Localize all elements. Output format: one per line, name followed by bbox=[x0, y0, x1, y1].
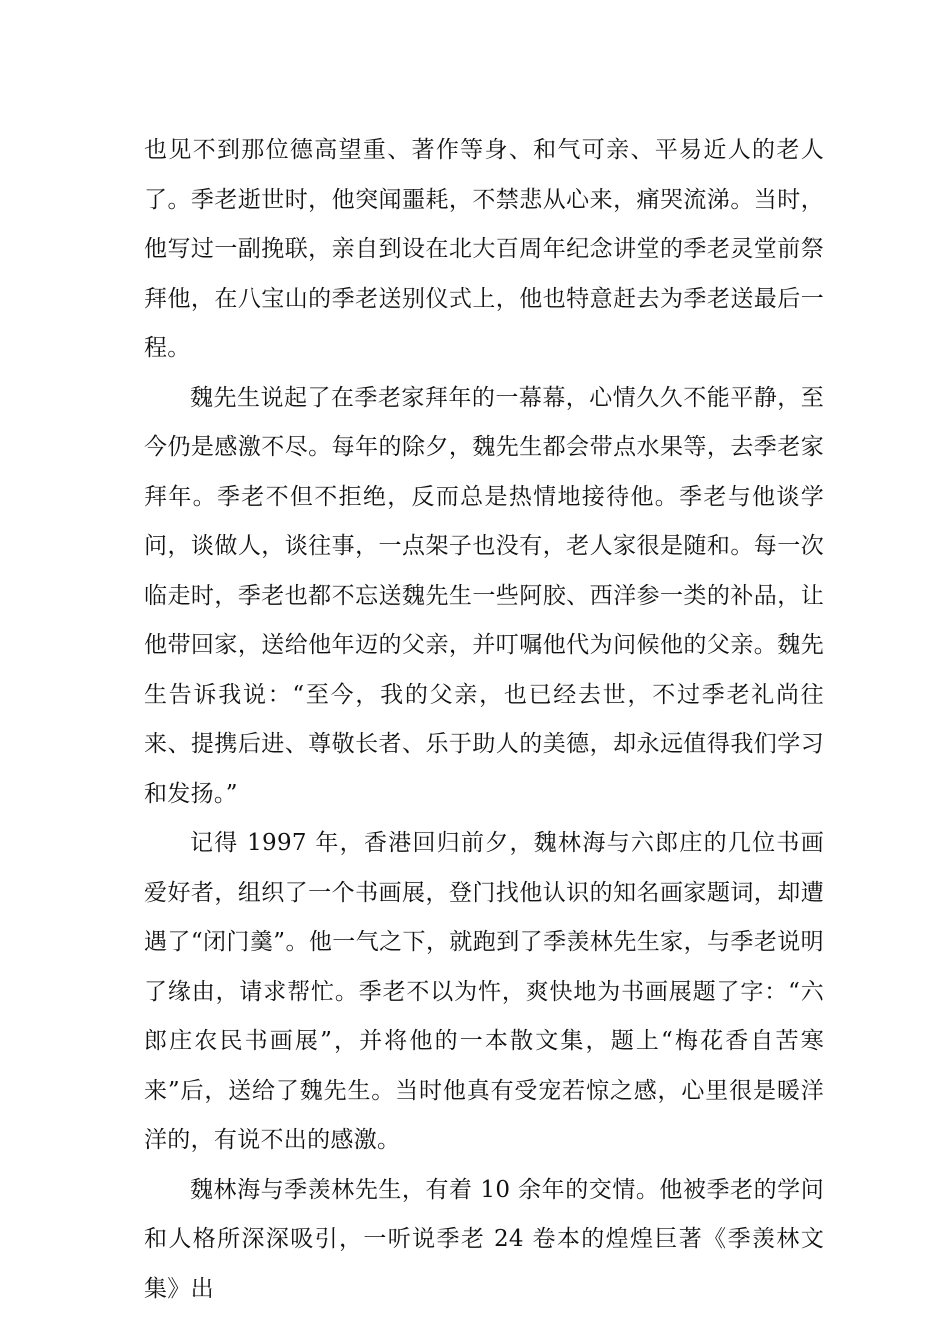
paragraph-4: 魏林海与季羡林先生，有着 10 余年的交情。他被季老的学问和人格所深深吸引，一听说季老 24 卷本的煌煌巨著《季羡林文集》出 bbox=[144, 1176, 824, 1302]
paragraph-3: 记得 1997 年，香港回归前夕，魏林海与六郎庄的几位书画爱好者，组织了一个书画展，登门找他认识的知名画家题词，却遭遇了“闭门羹”。他一气之下，就跑到了季羡林先生家，与季老说明了缘由，请求帮忙。季老不以为忤，爽快地为书画展题了字：“六郎庄农民书画展”，并将他的一本散文集，题上“梅花香自苦寒来”后，送给了魏先生。当时他真有受宠若惊之感，心里很是暖洋洋的，有说不出的感激。 bbox=[144, 830, 824, 1153]
paragraph-1: 也见不到那位德高望重、著作等身、和气可亲、平易近人的老人了。季老逝世时，他突闻噩耗，不禁悲从心来，痛哭流涕。当时，他写过一副挽联，亲自到设在北大百周年纪念讲堂的季老灵堂前祭拜他，在八宝山的季老送别仪式上，他也特意赶去为季老送最后一程。 bbox=[144, 137, 824, 361]
article-body bbox=[144, 126, 824, 1314]
paragraph-2: 魏先生说起了在季老家拜年的一幕幕，心情久久不能平静，至今仍是感激不尽。每年的除夕，魏先生都会带点水果等，去季老家拜年。季老不但不拒绝，反而总是热情地接待他。季老与他谈学问，谈做人，谈往事，一点架子也没有，老人家很是随和。每一次临走时，季老也都不忘送魏先生一些阿胶、西洋参一类的补品，让他带回家，送给他年迈的父亲，并叮嘱他代为问候他的父亲。魏先生告诉我说：“至今，我的父亲，也已经去世，不过季老礼尚往来、提携后进、尊敬长者、乐于助人的美德，却永远值得我们学习和发扬。” bbox=[144, 384, 824, 807]
